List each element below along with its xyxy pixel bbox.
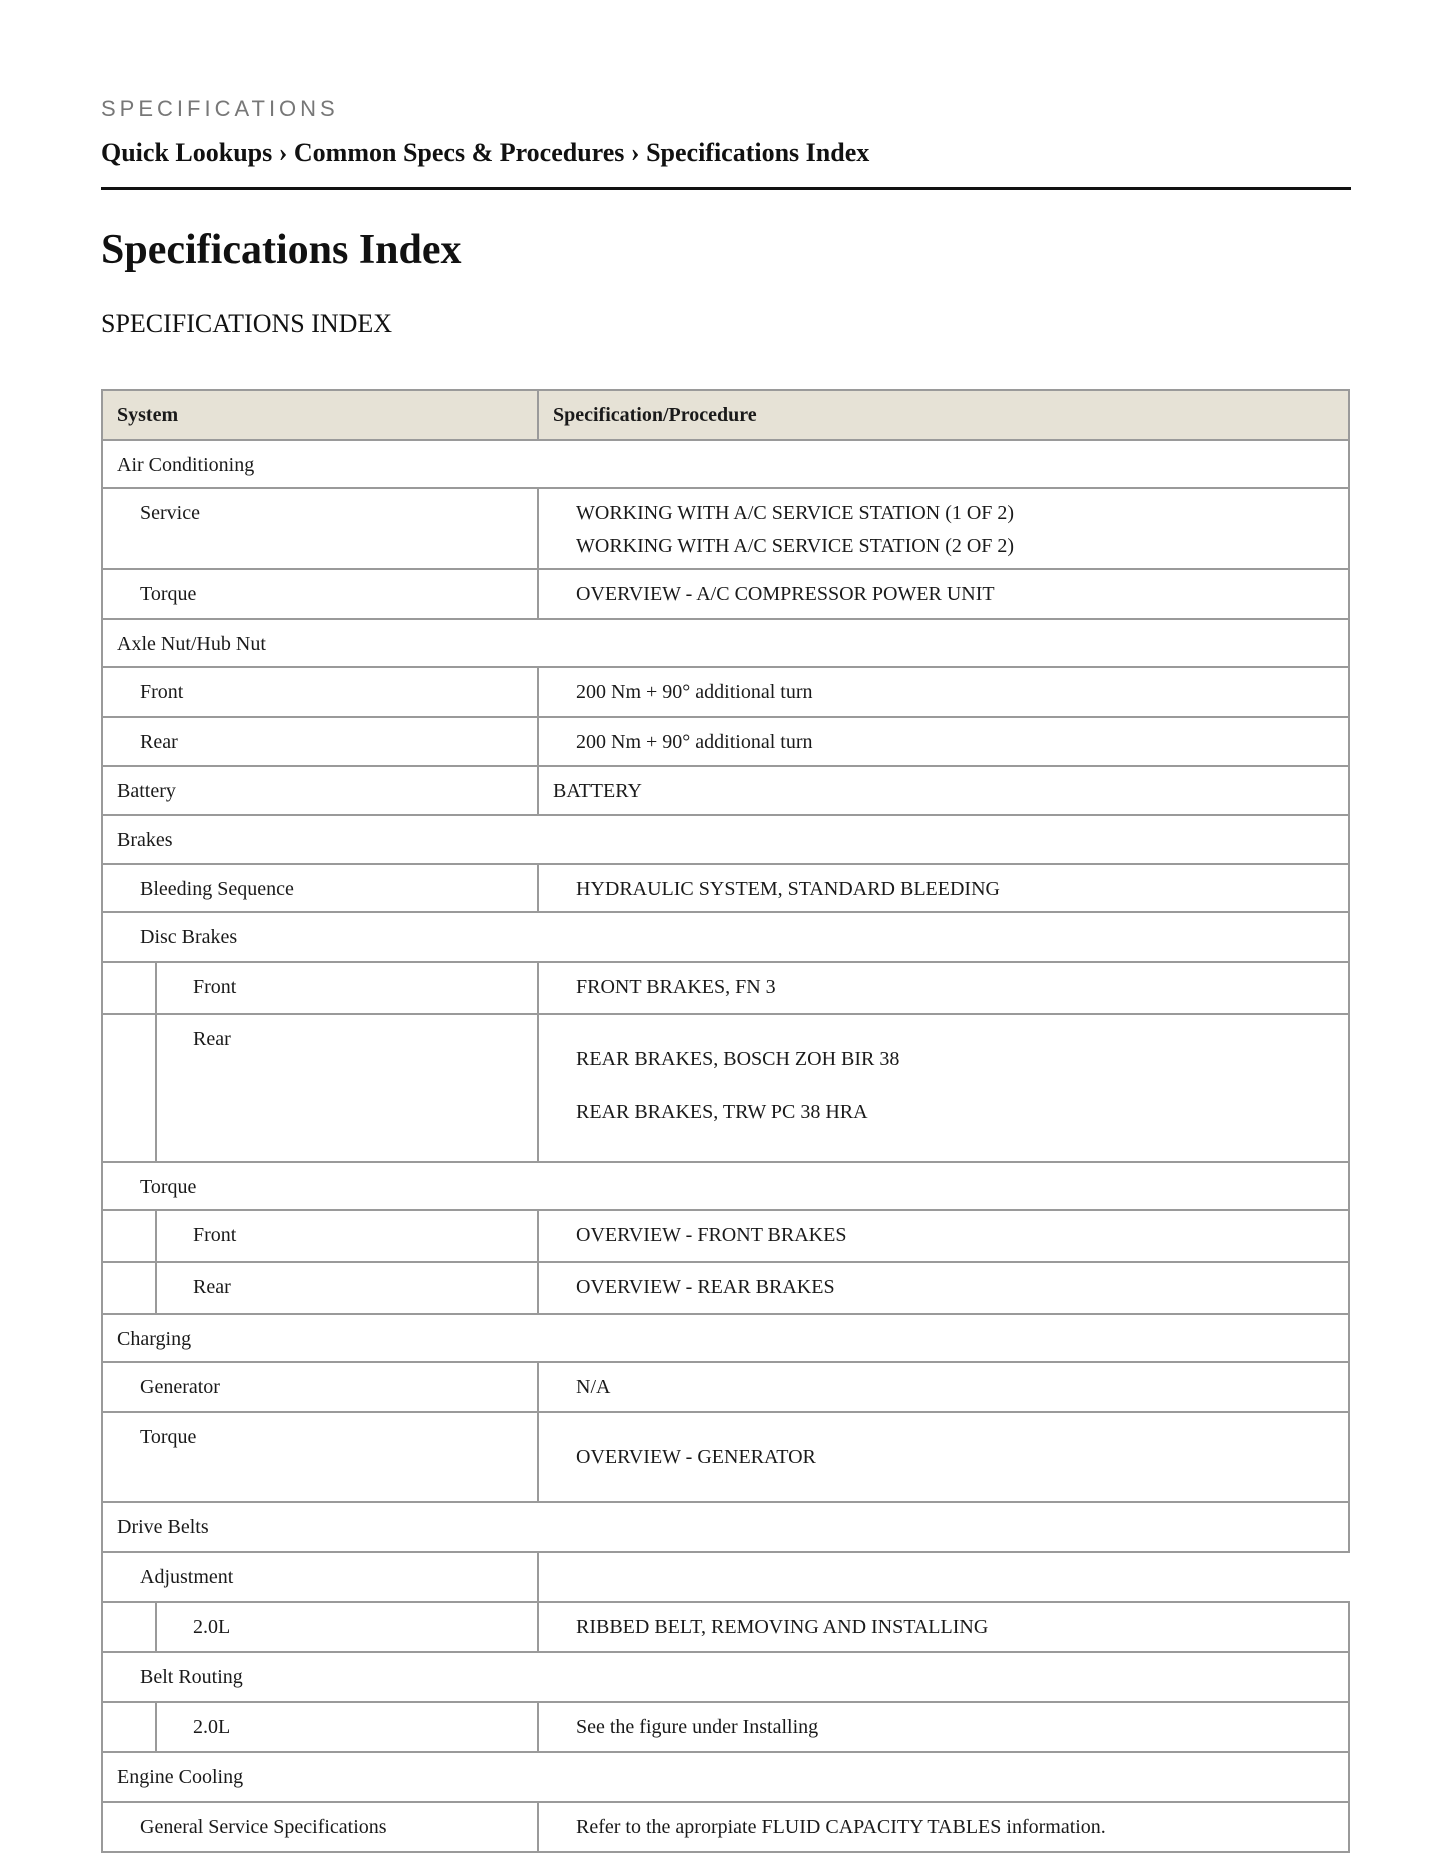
item-label-cell bbox=[102, 1210, 538, 1262]
table-row bbox=[102, 1602, 1349, 1652]
table-row bbox=[102, 1314, 1349, 1362]
item-label: Adjustment bbox=[102, 1552, 538, 1602]
procedure-link[interactable]: OVERVIEW - A/C COMPRESSOR POWER UNIT bbox=[538, 569, 1349, 619]
table-row bbox=[102, 1262, 1349, 1314]
procedure-link[interactable]: OVERVIEW - FRONT BRAKES bbox=[538, 1210, 1349, 1262]
table-row bbox=[102, 1802, 1349, 1852]
table-row bbox=[102, 1502, 1349, 1552]
table-row bbox=[102, 1210, 1349, 1262]
table-row bbox=[102, 569, 1349, 619]
procedure-link[interactable]: REAR BRAKES, BOSCH ZOH BIR 38 bbox=[576, 1048, 900, 1070]
group-label: Air Conditioning bbox=[102, 440, 1349, 488]
page-title: Specifications Index bbox=[101, 227, 462, 273]
table-row bbox=[102, 1702, 1349, 1752]
table-row bbox=[102, 440, 1349, 488]
item-label: General Service Specifications bbox=[102, 1802, 538, 1852]
table-row bbox=[102, 717, 1349, 766]
procedure-link[interactable]: BATTERY bbox=[538, 766, 1349, 815]
table-header-row bbox=[102, 390, 1349, 440]
group-label: Brakes bbox=[102, 815, 1349, 864]
table-row bbox=[102, 1362, 1349, 1412]
procedure-link[interactable]: OVERVIEW - GENERATOR bbox=[538, 1412, 1349, 1502]
item-label-cell bbox=[102, 1014, 538, 1162]
item-label: Service bbox=[102, 488, 538, 569]
table-row bbox=[102, 1552, 1349, 1602]
table-row bbox=[102, 1752, 1349, 1802]
subgroup-label: Disc Brakes bbox=[102, 912, 1349, 962]
item-label: Generator bbox=[102, 1362, 538, 1412]
item-label: 2.0L bbox=[193, 1716, 231, 1738]
item-label: Rear bbox=[102, 717, 538, 766]
item-label-cell bbox=[102, 1602, 538, 1652]
item-label-cell bbox=[102, 962, 538, 1014]
header-divider bbox=[101, 187, 1351, 190]
section-kicker: SPECIFICATIONS bbox=[101, 96, 339, 121]
procedure-link[interactable]: WORKING WITH A/C SERVICE STATION (1 OF 2) bbox=[576, 502, 1015, 524]
procedure-link[interactable]: OVERVIEW - REAR BRAKES bbox=[538, 1262, 1349, 1314]
table-row bbox=[102, 962, 1349, 1014]
item-label: Rear bbox=[193, 1276, 231, 1298]
item-value bbox=[538, 1014, 1349, 1162]
procedure-link[interactable]: RIBBED BELT, REMOVING AND INSTALLING bbox=[538, 1602, 1349, 1652]
procedure-link[interactable]: HYDRAULIC SYSTEM, STANDARD BLEEDING bbox=[538, 864, 1349, 912]
item-value: Refer to the aprorpiate FLUID CAPACITY TABLES information. bbox=[538, 1802, 1349, 1852]
table-row bbox=[102, 1652, 1349, 1702]
subgroup-label: Torque bbox=[102, 1162, 1349, 1210]
item-label: Torque bbox=[102, 1412, 538, 1502]
table-row bbox=[102, 766, 1349, 815]
item-label: Torque bbox=[102, 569, 538, 619]
group-label: Charging bbox=[102, 1314, 1349, 1362]
item-value bbox=[538, 488, 1349, 569]
empty-value bbox=[538, 1552, 1349, 1602]
indent-gutter bbox=[103, 1703, 157, 1751]
item-label: Rear bbox=[193, 1028, 231, 1050]
indent-gutter bbox=[103, 1015, 157, 1161]
item-label: 2.0L bbox=[193, 1616, 231, 1638]
indent-gutter bbox=[103, 963, 157, 1013]
page-subtitle: SPECIFICATIONS INDEX bbox=[101, 309, 393, 338]
procedure-link[interactable]: FRONT BRAKES, FN 3 bbox=[538, 962, 1349, 1014]
item-label: Front bbox=[102, 667, 538, 717]
item-label: Front bbox=[193, 976, 237, 998]
table-row bbox=[102, 1412, 1349, 1502]
item-label: Bleeding Sequence bbox=[102, 864, 538, 912]
procedure-link[interactable]: WORKING WITH A/C SERVICE STATION (2 OF 2) bbox=[576, 535, 1015, 557]
table-row bbox=[102, 1014, 1349, 1162]
group-label: Engine Cooling bbox=[102, 1752, 1349, 1802]
indent-gutter bbox=[103, 1211, 157, 1261]
table-row bbox=[102, 912, 1349, 962]
subgroup-label: Belt Routing bbox=[102, 1652, 1349, 1702]
item-value: N/A bbox=[538, 1362, 1349, 1412]
item-label-cell bbox=[102, 1262, 538, 1314]
table-row bbox=[102, 864, 1349, 912]
group-label: Axle Nut/Hub Nut bbox=[102, 619, 1349, 667]
item-label-cell bbox=[102, 1702, 538, 1752]
table-row bbox=[102, 619, 1349, 667]
indent-gutter bbox=[103, 1603, 157, 1651]
item-label: Front bbox=[193, 1224, 237, 1246]
group-label: Drive Belts bbox=[102, 1502, 1349, 1552]
column-header-spec: Specification/Procedure bbox=[538, 390, 1349, 440]
indent-gutter bbox=[103, 1263, 157, 1313]
table-row bbox=[102, 488, 1349, 569]
item-value: 200 Nm + 90° additional turn bbox=[538, 667, 1349, 717]
group-label: Battery bbox=[102, 766, 538, 815]
table-row bbox=[102, 1162, 1349, 1210]
item-value: See the figure under Installing bbox=[538, 1702, 1349, 1752]
table-row bbox=[102, 667, 1349, 717]
column-header-system: System bbox=[102, 390, 538, 440]
table-row bbox=[102, 815, 1349, 864]
specifications-table bbox=[101, 389, 1350, 1853]
item-value: 200 Nm + 90° additional turn bbox=[538, 717, 1349, 766]
procedure-link[interactable]: REAR BRAKES, TRW PC 38 HRA bbox=[576, 1101, 868, 1123]
breadcrumb: Quick Lookups › Common Specs & Procedures › Specifications Index bbox=[101, 138, 870, 167]
